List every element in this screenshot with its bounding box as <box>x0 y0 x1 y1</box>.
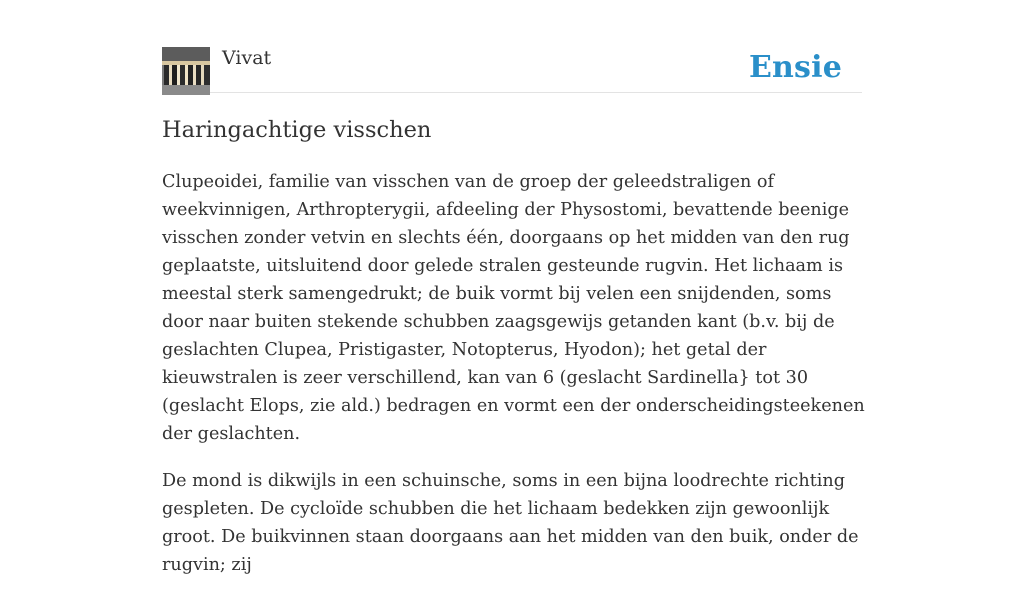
paragraph: Clupeoidei, familie van visschen van de groep der geleedstraligen of weekvinnigen, Arthropterygii, afdeeling der Physostomi, bevattende beenige visschen zonder vetvin en slechts één, doorgaans op het midden van den rug geplaatste, uitsluitend door gelede stralen gesteunde rugvin. Het lichaam is meestal sterk samengedrukt; de buik vormt bij velen een snijdenden, soms door naar buiten stekende schubben zaagsgewijs getanden kant (b.v. bij de geslachten Clupea, Pristigaster, Notopterus, Hyodon); het getal der kieuwstralen is zeer verschillend, kan van 6 (geslacht Sardinella} tot 30 (geslacht Elops, zie ald.) bedragen en vormt een der onderscheidingsteekenen der geslachten. <box>162 172 865 444</box>
author-name[interactable]: Vivat <box>222 47 272 69</box>
book-spines-avatar-icon <box>162 47 210 95</box>
header <box>162 46 862 93</box>
ensie-logo[interactable]: Ensie <box>748 50 842 85</box>
paragraph: De mond is dikwijls in een schuinsche, soms in een bijna loodrechte richting gespleten. De cycloïde schubben die het lichaam bedekken zijn gewoonlijk groot. De buikvinnen staan doorgaans aan het midden van den buik, onder de rugvin; zij <box>162 471 859 575</box>
article-body <box>162 168 870 598</box>
article-title: Haringachtige visschen <box>162 117 432 143</box>
author-avatar[interactable] <box>162 47 210 95</box>
